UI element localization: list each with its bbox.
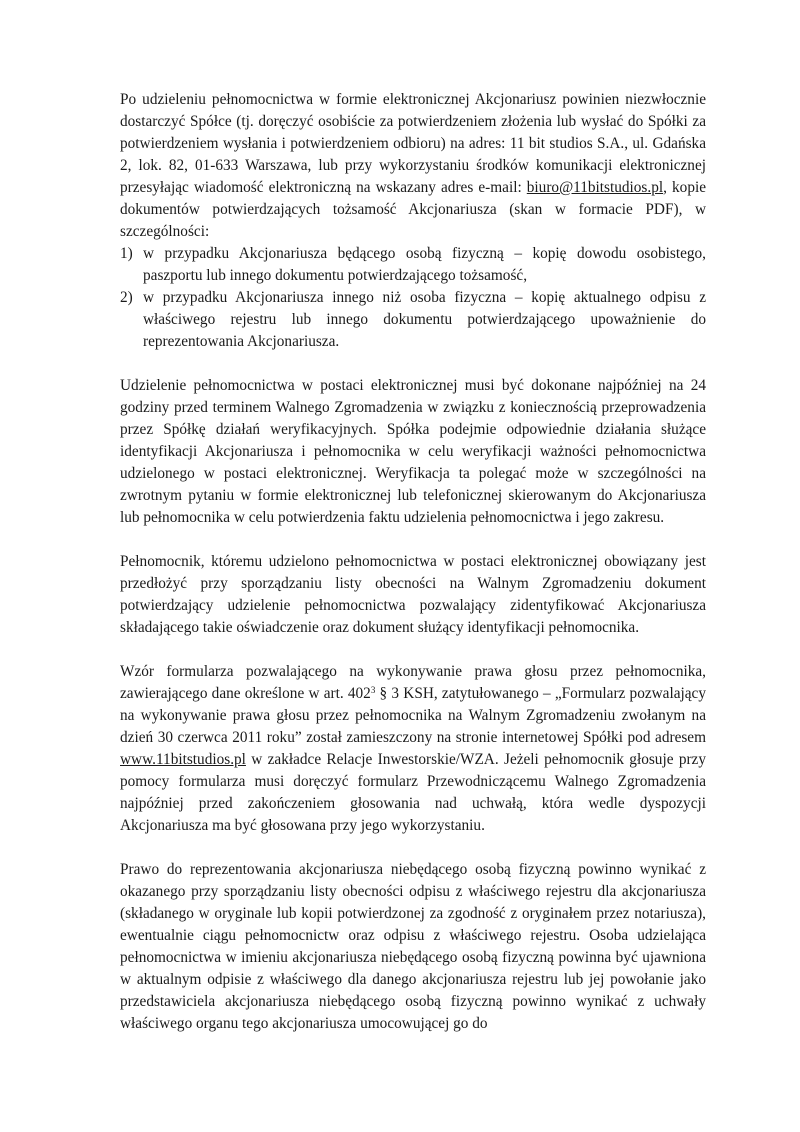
paragraph-text: Po udzieleniu pełnomocnictwa w formie elektronicznej Akcjonariusz powinien niezwłocznie dostarczyć Spółce (tj. doręczyć osobiście za potwierdzeniem złożenia lub wysłać do Spółki za potwierdzeniem wysłania i potwierdzeniem odbioru) na adres: 11 bit studios S.A., ul. Gdańska 2, lok. 82, 01-633 Warszawa, lub przy wykorzystaniu środków komunikacji elektronicznej przesyłając wiadomość elektroniczną na wskazany adres e-mail:: [120, 91, 706, 196]
paragraph-proxy-obligations: Pełnomocnik, któremu udzielono pełnomocnictwa w postaci elektronicznej obowiązany jest przedłożyć przy sporządzaniu listy obecności na Walnym Zgromadzeniu dokument potwierdzający udzielenie pełnomocnictwa pozwalający zidentyfikować Akcjonariusza składającego takie oświadczenie oraz dokument służący identyfikacji pełnomocnika.: [120, 553, 706, 636]
paragraph-deadline-verification: Udzielenie pełnomocnictwa w postaci elektronicznej musi być dokonane najpóźniej na 24 godziny przed terminem Walnego Zgromadzenia w związku z koniecznością przeprowadzenia przez Spółkę działań weryfikacyjnych. Spółka podejmie odpowiednie działania służące identyfikacji Akcjonariusza i pełnomocnika w celu weryfikacji ważności pełnomocnictwa udzielonego w postaci elektronicznej. Weryfikacja ta polegać może w szczególności na zwrotnym pytaniu w formie elektronicznej lub telefonicznej skierowanym do Akcjonariusza lub pełnomocnika w celu potwierdzenia faktu udzielenia pełnomocnictwa i jego zakresu.: [120, 377, 706, 526]
paragraph-text: § 3 KSH, zatytułowanego – „Formularz pozwalający na wykonywanie prawa głosu przez pełnomocnika na Walnym Zgromadzeniu zwołanym na dzień 30 czerwca 2011 roku” został zamieszczony na stronie internetowej Spółki pod adresem: [120, 685, 706, 746]
list-item-number: 1): [120, 245, 133, 262]
list-item-text: w przypadku Akcjonariusza będącego osobą fizyczną – kopię dowodu osobistego, paszportu lub innego dokumentu potwierdzającego tożsamość,: [143, 245, 706, 284]
required-documents-list: [120, 243, 706, 353]
list-item: [120, 243, 706, 287]
paragraph-delivery-instructions: [120, 89, 706, 243]
list-item-number: 2): [120, 289, 133, 306]
paragraph-text: w zakładce Relacje Inwestorskie/WZA. Jeżeli pełnomocnik głosuje przy pomocy formularza musi doręczyć formularz Przewodniczącemu Walnego Zgromadzenia najpóźniej przed zakończeniem głosowania nad uchwałą, która wedle dyspozycji Akcjonariusza ma być głosowana przy jego wykorzystaniu.: [120, 751, 706, 834]
superscript: 3: [370, 685, 376, 695]
paragraph-text: Wzór formularza pozwalającego na wykonywanie prawa głosu przez pełnomocnika, zawierającego dane określone w art. 402: [120, 663, 706, 702]
document-page: [120, 89, 706, 1057]
list-item: [120, 287, 706, 353]
paragraph-legal-entity-representation: Prawo do reprezentowania akcjonariusza niebędącego osobą fizyczną powinno wynikać z okazanego przy sporządzaniu listy obecności odpisu z właściwego rejestru dla akcjonariusza (składanego w oryginale lub kopii potwierdzonej za zgodność z oryginałem przez notariusza), ewentualnie ciągu pełnomocnictw oraz odpisu z właściwego rejestru. Osoba udzielająca pełnomocnictwa w imieniu akcjonariusza niebędącego osobą fizyczną powinna być ujawniona w aktualnym odpisie z właściwego dla danego akcjonariusza rejestru lub jej powołanie jako przedstawiciela akcjonariusza niebędącego osobą fizyczną powinno wynikać z uchwały właściwego organu tego akcjonariusza umocowującej go do: [120, 861, 706, 1032]
website-link[interactable]: www.11bitstudios.pl: [120, 751, 246, 768]
email-link[interactable]: biuro@11bitstudios.pl: [526, 179, 664, 196]
list-item-text: w przypadku Akcjonariusza innego niż osoba fizyczna – kopię aktualnego odpisu z właściwego rejestru lub innego dokumentu potwierdzającego upoważnienie do reprezentowania Akcjonariusza.: [143, 289, 706, 350]
paragraph-text: , kopie dokumentów potwierdzających tożsamość Akcjonariusza (skan w formacie PDF), w szczególności:: [120, 179, 707, 240]
paragraph-voting-form: [120, 661, 706, 837]
